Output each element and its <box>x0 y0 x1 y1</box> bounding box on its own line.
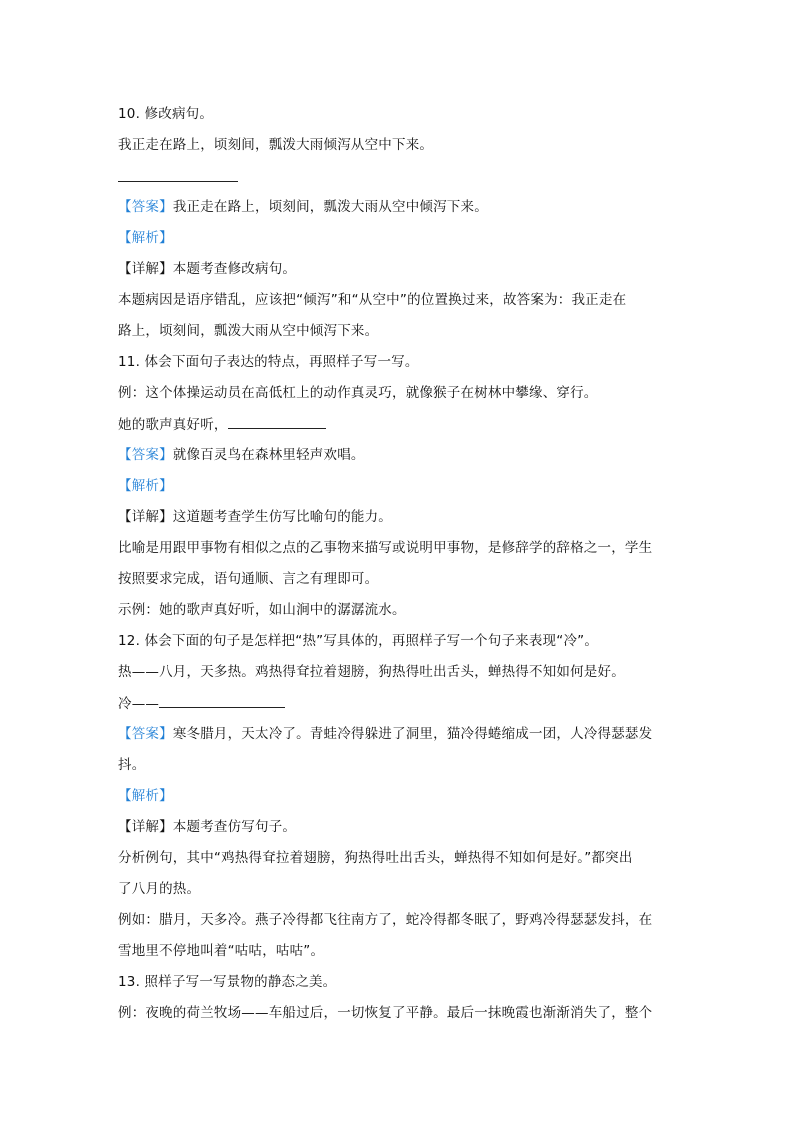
q11-sample: 示例：她的歌声真好听，如山涧中的潺潺流水。 <box>118 602 406 618</box>
q10-title: 10. 修改病句。 <box>118 106 214 122</box>
q12-expl-1: 分析例句，其中“鸡热得耷拉着翅膀，狗热得吐出舌头，蝉热得不知如何是好。”都突出 <box>118 850 633 866</box>
q11-title: 11. 体会下面句子表达的特点，再照样子写一写。 <box>118 354 419 370</box>
answer-tag: 【答案】 <box>118 726 173 742</box>
q10-expl-2: 路上，顷刻间，瓢泼大雨从空中倾泻下来。 <box>118 323 379 339</box>
q10-answer-blank <box>118 181 238 182</box>
q11-answer-line <box>118 445 678 465</box>
q11-example: 例：这个体操运动员在高低杠上的动作真灵巧，就像猴子在树林中攀缘、穿行。 <box>118 385 598 401</box>
q12-expl-2: 了八月的热。 <box>118 881 201 897</box>
q12-prompt-line <box>118 693 678 714</box>
q10-detail: 【详解】本题考查修改病句。 <box>118 261 297 277</box>
q12-expl-3: 例如：腊月，天多冷。燕子冷得都飞往南方了，蛇冷得都冬眠了，野鸡冷得瑟瑟发抖，在 <box>118 912 653 928</box>
q12-answer-line-1 <box>118 724 678 744</box>
q12-answer-1: 寒冬腊月，天太冷了。青蛙冷得躲进了洞里，猫冷得蜷缩成一团，人冷得瑟瑟发 <box>172 726 653 742</box>
q11-answer: 就像百灵鸟在森林里轻声欢唱。 <box>172 447 365 463</box>
q12-expl-4: 雪地里不停地叫着“咕咕，咕咕”。 <box>118 943 325 959</box>
q10-sentence: 我正走在路上，顷刻间，瓢泼大雨倾泻从空中下来。 <box>118 137 434 153</box>
q10-jiexi: 【解析】 <box>118 230 173 246</box>
q12-answer-2: 抖。 <box>118 757 146 773</box>
q11-prompt-line <box>118 414 678 435</box>
q12-jiexi: 【解析】 <box>118 788 173 804</box>
q10-answer: 我正走在路上，顷刻间，瓢泼大雨从空中倾泻下来。 <box>172 199 488 215</box>
q12-detail: 【详解】本题考查仿写句子。 <box>118 819 297 835</box>
q11-expl-2: 按照要求完成，语句通顺、言之有理即可。 <box>118 571 379 587</box>
q12-title: 12. 体会下面的句子是怎样把“热”写具体的，再照样子写一个句子来表现“冷”。 <box>118 633 599 649</box>
q12-prompt: 冷—— <box>118 696 160 712</box>
q11-blank <box>228 414 326 429</box>
q11-detail: 【详解】这道题考查学生仿写比喻句的能力。 <box>118 509 392 525</box>
q10-expl-1: 本题病因是语序错乱，应该把“倾泻”和“从空中”的位置换过来，故答案为：我正走在 <box>118 292 627 308</box>
q11-expl-1: 比喻是用跟甲事物有相似之点的乙事物来描写或说明甲事物，是修辞学的辞格之一，学生 <box>118 540 653 556</box>
q10-answer-line <box>118 197 678 217</box>
answer-tag: 【答案】 <box>118 199 173 215</box>
answer-tag: 【答案】 <box>118 447 173 463</box>
q12-blank <box>159 693 285 708</box>
q13-example: 例：夜晚的荷兰牧场——车船过后，一切恢复了平静。最后一抹晚霞也渐渐消失了，整个 <box>118 1005 653 1021</box>
q13-title: 13. 照样子写一写景物的静态之美。 <box>118 974 337 990</box>
q11-jiexi: 【解析】 <box>118 478 173 494</box>
q11-prompt: 她的歌声真好听， <box>118 417 228 433</box>
q12-example: 热——八月，天多热。鸡热得耷拉着翅膀，狗热得吐出舌头，蝉热得不知如何是好。 <box>118 664 625 680</box>
